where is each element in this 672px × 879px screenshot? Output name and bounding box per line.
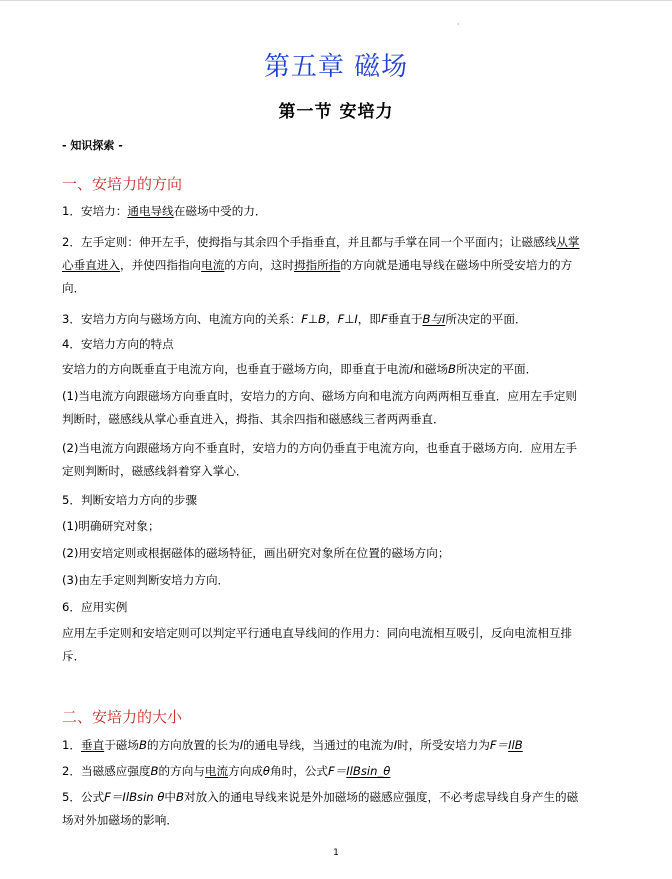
s1-paragraph-10: (2)用安培定则或根据磁体的磁场特征，画出研究对象所在位置的磁场方向； [62,546,450,560]
section-2-heading: 二、安培力的大小 [62,708,183,726]
s1-paragraph-8: 5．判断安培力方向的步骤 [62,493,197,507]
s1-paragraph-2: 2．左手定则：伸开左手，使拇指与其余四个手指垂直，并且都与手掌在同一个平面内；让磁感线从掌 心垂直进入，并使四指指向电流的方向，这时拇指所指的方向就是通电导线在磁场中所受安培力的方 向． [62,235,580,295]
section-1-heading: 一、安培力的方向 [62,175,183,193]
s1-paragraph-5: 安培力的方向既垂直于电流方向，也垂直于磁场方向，即垂直于电流I和磁场B所决定的平面． [62,362,538,376]
s1-paragraph-4: 4．安培力方向的特点 [62,337,174,351]
s1-paragraph-12: 6．应用实例 [62,600,128,614]
s1-paragraph-11: (3)由左手定则判断安培力方向． [62,573,230,587]
s2-paragraph-1: 1．垂直于磁场B的方向放置的长为l的通电导线，当通过的电流为I时，所受安培力为F＝IlB [62,738,523,752]
header-mark: · [457,20,460,29]
page-number: 1 [333,848,339,858]
chapter-title: 第五章 磁场 [263,52,409,82]
s1-paragraph-6: (1)当电流方向跟磁场方向垂直时，安培力的方向、磁场方向和电流方向两两相互垂直．应用左手定则 判断时，磁感线从掌心垂直进入，拇指、其余四指和磁感线三者两两垂直． [62,389,577,426]
knowledge-label: - 知识探索 - [62,139,123,152]
s2-paragraph-2: 2．当磁感应强度B的方向与电流方向成θ角时，公式F＝IlBsin_θ [62,764,391,778]
s1-paragraph-1: 1．安培力：通电导线在磁场中受的力． [62,204,267,218]
s1-paragraph-3: 3．安培力方向与磁场方向、电流方向的关系：F⊥B，F⊥I，即F垂直于B与I所决定的平面． [62,312,527,326]
s1-paragraph-13: 应用左手定则和安培定则可以判定平行通电直导线间的作用力：同向电流相互吸引，反向电流相互排 斥． [62,626,573,663]
s1-paragraph-9: (1)明确研究对象； [62,519,160,533]
s1-paragraph-7: (2)当电流方向跟磁场方向不垂直时，安培力的方向仍垂直于电流方向，也垂直于磁场方向．应用左手 定则判断时，磁感线斜着穿入掌心． [62,441,577,478]
page-top-border [0,0,672,1]
section-title: 第一节 安培力 [278,102,394,122]
s2-paragraph-3: 5．公式F＝IlBsin θ中B对放入的通电导线来说是外加磁场的磁感应强度，不必考虑导线自身产生的磁 场对外加磁场的影响． [62,790,579,827]
